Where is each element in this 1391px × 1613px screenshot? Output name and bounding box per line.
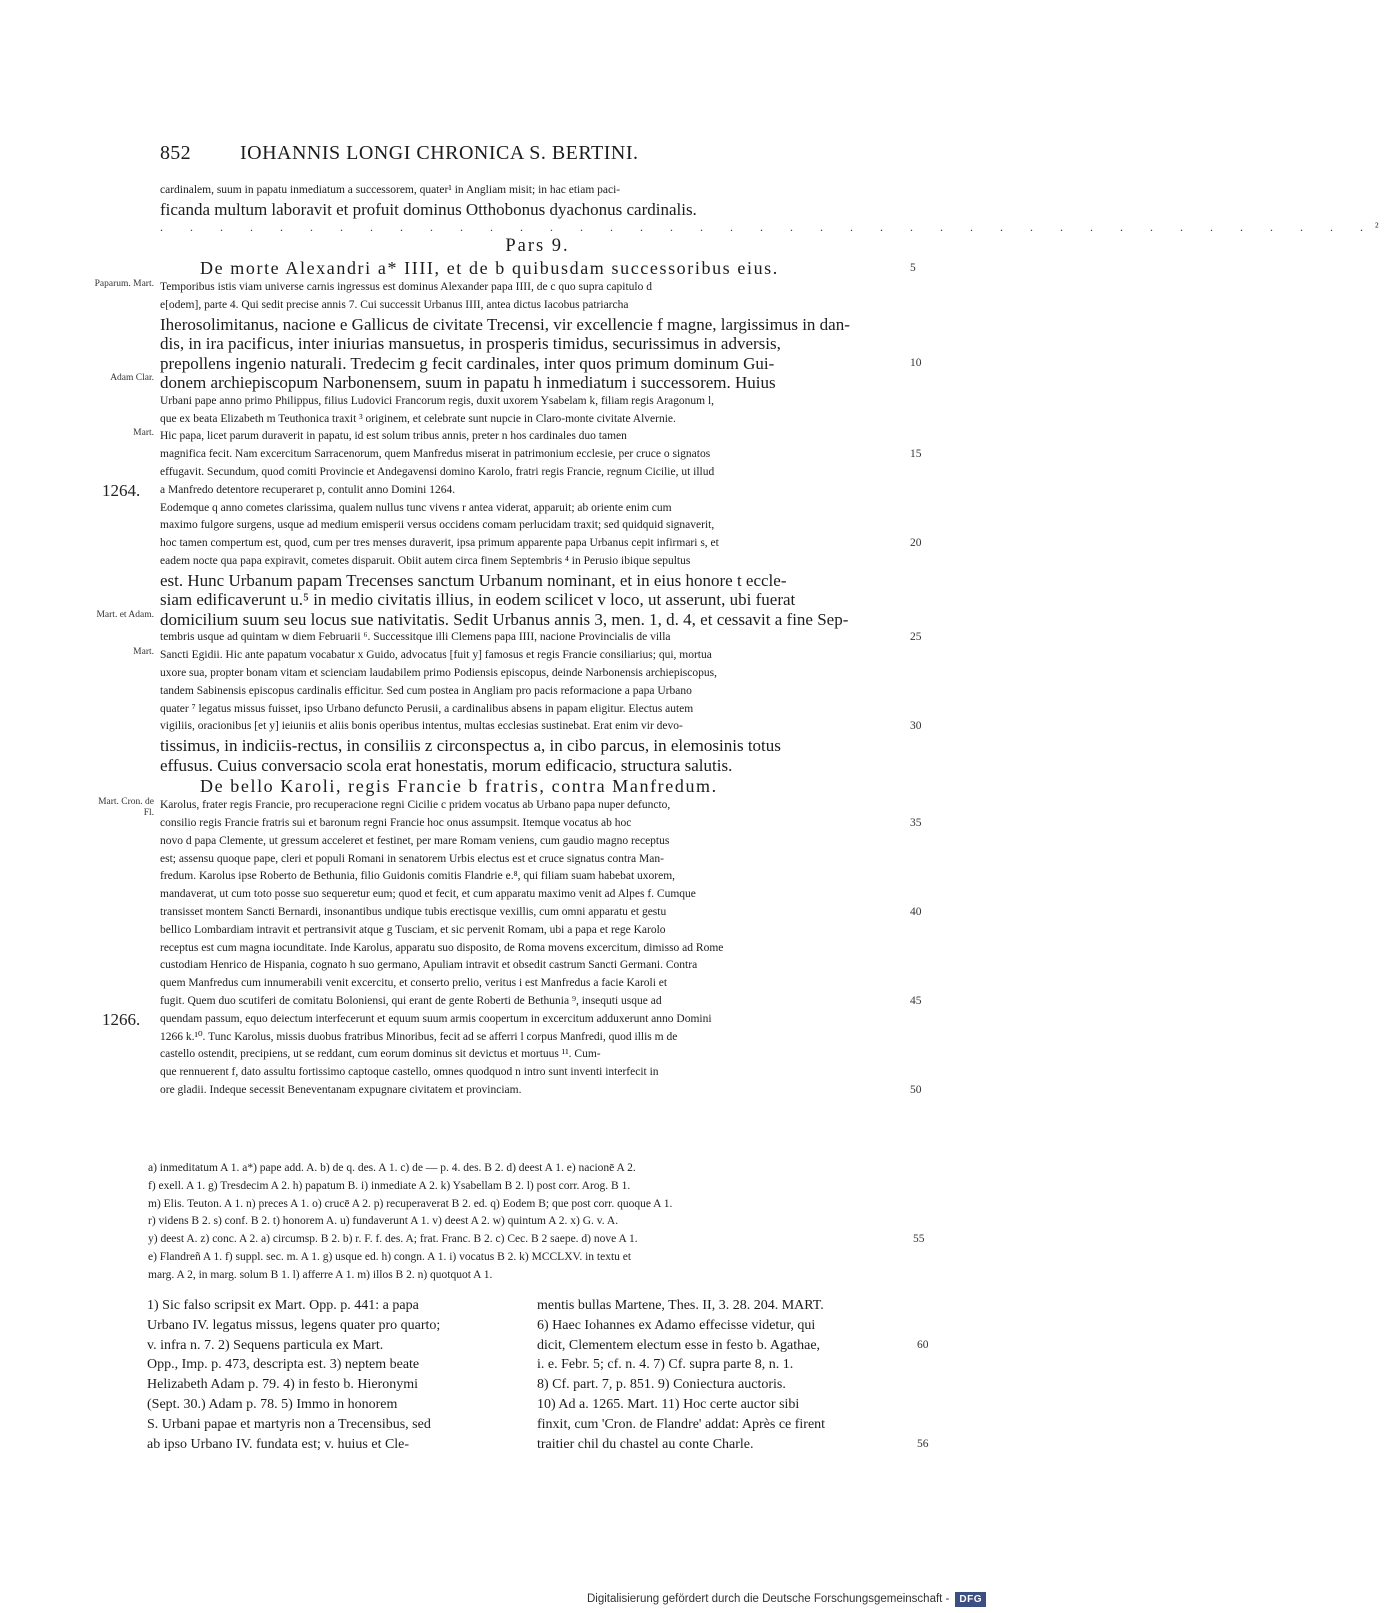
footnote-line: i. e. Febr. 5; cf. n. 4. 7) Cf. supra parte 8, n. 1. xyxy=(537,1357,794,1373)
text-line xyxy=(160,182,915,200)
margin-source-note: Paparum. Mart. xyxy=(94,279,154,290)
line-text: Urbani pape anno primo Philippus, filius Ludovici Francorum regis, duxit uxorem Ysabelam k, filiam regis Aragonum l, xyxy=(160,394,715,407)
line-number: 35 xyxy=(910,816,922,829)
footnote-line: finxit, cum 'Cron. de Flandre' addat: Après ce firent xyxy=(537,1416,826,1432)
apparatus-line xyxy=(148,1267,918,1285)
line-number: 55 xyxy=(913,1233,925,1246)
footnotes-left-column xyxy=(147,1296,523,1454)
text-line xyxy=(160,353,922,374)
text-line xyxy=(160,297,915,315)
page-header xyxy=(160,142,920,165)
line-text: Temporibus istis viam universe carnis ingressus est dominus Alexander papa IIII, de c quo supra capitulo d xyxy=(160,281,652,294)
footnotes xyxy=(147,1296,929,1454)
line-text: fredum. Karolus ipse Roberto de Bethunia, filio Guidonis comitis Flandrie e.⁸, qui filiam suam habebat uxorem, xyxy=(160,870,676,883)
footnote-line: ab ipso Urbano IV. fundata est; v. huius et Cle- xyxy=(147,1436,410,1452)
line-text: tissimus, in indiciis-rectus, in consiliis z circonspectus a, in cibo parcus, in elemosinis totus xyxy=(160,736,781,756)
line-text: e[odem], parte 4. Qui sedit precise annis 7. Cui successit Urbanus IIII, antea dictus Iacobus patriarcha xyxy=(160,299,629,312)
apparatus-line xyxy=(148,1249,918,1267)
line-text: Sancti Egidii. Hic ante papatum vocabatur x Guido, advocatus [fuit y] famosus et regis Francie consiliarius; qui, mortua xyxy=(160,649,712,662)
text-line xyxy=(160,464,915,482)
text-line xyxy=(160,1082,922,1100)
line-text: Iherosolimitanus, nacione e Gallicus de civitate Trecensi, vir excellencie f magne, largissimus in dan- xyxy=(160,314,850,334)
line-text: Pars 9. xyxy=(505,236,570,257)
text-line xyxy=(160,334,915,354)
line-text: novo d papa Clemente, ut gressum acceleret et festinet, per mare Romam veniens, cum gaudio magno receptus xyxy=(160,834,670,847)
apparatus-line xyxy=(148,1196,918,1214)
margin-source-note: Mart. xyxy=(133,647,154,658)
text-line xyxy=(160,629,922,647)
margin-source-note: Mart. Cron. de Fl. xyxy=(98,797,154,819)
line-text: De bello Karoli, regis Francie b fratris, contra Manfredum. xyxy=(200,776,718,797)
footnote-line: dicit, Clementem electum esse in festo b. Agathae, xyxy=(537,1337,821,1353)
footer-strip xyxy=(0,1585,1000,1613)
running-title: IOHANNIS LONGI CHRONICA S. BERTINI. xyxy=(240,142,639,164)
apparatus-line xyxy=(148,1231,925,1249)
line-text: dis, in ira pacificus, inter iniurias mansuetus, in prosperis timidus, securissimus in adversis, xyxy=(160,334,781,354)
footnote-line: S. Urbani papae et martyris non a Trecensibus, sed xyxy=(147,1416,431,1432)
text-line xyxy=(160,886,915,904)
text-line xyxy=(98,797,915,819)
line-number: 20 xyxy=(910,537,922,550)
line-text: uxore sua, propter bonam vitam et scienciam laudabilem primo Podiensis episcopus, deinde Narbonensis archiepiscopus, xyxy=(160,666,717,679)
line-text: mandaverat, ut cum toto posse suo sequeretur eum; quod et fecit, et cum apparatu maximo venit ad Alpes f. Cumque xyxy=(160,888,696,901)
footnote-line: Urbano IV. legatus missus, legens quater pro quarto; xyxy=(147,1317,441,1333)
text-line xyxy=(160,851,915,869)
text-line xyxy=(160,833,915,851)
line-number: 5 xyxy=(910,262,918,275)
footnote-line: 6) Haec Iohannes ex Adamo effecisse videtur, qui xyxy=(537,1317,816,1333)
line-text: tandem Sabinensis episcopus cardinalis efficitur. Sed cum postea in Angliam pro pacis reformacione a papa Urbano xyxy=(160,684,692,697)
page-number: 852 xyxy=(160,142,191,164)
line-number: 60 xyxy=(917,1339,929,1351)
line-text: tembris usque ad quintam w diem Februarii ⁶. Successitque illi Clemens papa IIII, nacione Provincialis de villa xyxy=(160,631,671,644)
line-text: Hic papa, licet parum duraverit in papatu, id est solum tribus annis, preter n hos cardinales duo tamen xyxy=(160,430,627,443)
text-line xyxy=(160,1029,915,1047)
margin-source-note: Mart. et Adam. xyxy=(96,609,154,620)
line-text: a Manfredo detentore recuperaret p, contulit anno Domini 1264. xyxy=(160,483,456,496)
line-text: donem archiepiscopum Narbonensem, suum in papatu h inmediatum i successorem. Huius xyxy=(160,373,776,393)
apparatus-text: e) Flandreñ A 1. f) suppl. sec. m. A 1. g) usque ed. h) congn. A 1. i) vocatus B 2. k) MCCLXV. in textu et xyxy=(148,1250,632,1263)
line-text: castello ostendit, precipiens, ut se reddant, cum eorum dominus sit devictus et mortuus ¹¹. Cum- xyxy=(160,1048,601,1061)
line-number: 56 xyxy=(917,1438,929,1450)
footnote-line: mentis bullas Martene, Thes. II, 3. 28. 204. MART. xyxy=(537,1298,824,1313)
text-line xyxy=(160,315,915,335)
apparatus-text: a) inmeditatum A 1. a*) pape add. A. b) de q. des. A 1. c) de — p. 4. des. B 2. d) deest A 1. e) nacionē A 2. xyxy=(148,1162,636,1174)
margin-source-note: Mart. xyxy=(133,428,154,439)
line-number: 50 xyxy=(910,1083,922,1096)
line-text: eadem nocte qua papa expiravit, cometes disparuit. Obiit autem circa finem Septembris ⁴ in Perusio ibique sepultus xyxy=(160,555,691,568)
line-text: fugit. Quem duo scutiferi de comitatu Boloniensi, qui erant de gente Roberti de Bethunia ⁹, insequti usque ad xyxy=(160,994,662,1007)
margin-year: 1266. xyxy=(102,1009,141,1029)
text-line xyxy=(160,571,915,591)
text-line xyxy=(160,1064,915,1082)
text-line xyxy=(160,393,915,411)
text-line xyxy=(102,1009,915,1029)
text-line xyxy=(160,957,915,975)
text-line xyxy=(110,373,915,393)
text-line xyxy=(160,718,922,736)
line-text: effusus. Cuius conversacio scola erat honestatis, morum edificacio, structura salutis. xyxy=(160,755,733,775)
line-text: ficanda multum laboravit et profuit dominus Otthobonus dyachonus cardinalis. xyxy=(160,199,697,219)
line-text: siam edificaverunt u.⁵ in medio civitatis illius, in eodem scilicet v loco, ut asserunt, ubi fuerat xyxy=(160,590,796,610)
text-line xyxy=(133,428,915,446)
footnote-line: 8) Cf. part. 7, p. 851. 9) Coniectura auctoris. xyxy=(537,1377,786,1393)
line-text: cardinalem, suum in papatu inmediatum a successorem, quater¹ in Angliam misit; in hac etiam paci- xyxy=(160,184,621,196)
footnote-line: Helizabeth Adam p. 79. 4) in festo b. Hieronymi xyxy=(147,1377,418,1393)
line-text: est; assensu quoque pape, cleri et populi Romani in senatorem Urbis electus est et cruce signatus contra Man- xyxy=(160,852,664,865)
margin-source-note: Adam Clar. xyxy=(110,373,154,384)
line-text: bellico Lombardiam intravit et pertransivit atque g Tusciam, et sic pervenit Romam, ubi a papa et rege Karolo xyxy=(160,923,666,936)
critical-apparatus xyxy=(148,1160,925,1285)
text-line xyxy=(160,517,915,535)
line-text: De morte Alexandri a* IIII, et de b quibusdam successoribus eius. xyxy=(200,258,779,279)
line-text: receptus est cum magna iocunditate. Inde Karolus, apparatu suo disposito, de Roma movens excercitum, dimisso ad Rome xyxy=(160,941,724,954)
line-text: hoc tamen compertum est, quod, cum per tres menses duraverit, ipsa primum apparente papa Urbanus cepit infirmari s, et xyxy=(160,537,719,550)
text-line xyxy=(160,736,915,756)
line-text: maximo fulgore surgens, usque ad medium emisperii versus occidens comam perlucidam traxit; sed quidquid signaverit, xyxy=(160,519,715,532)
text-line xyxy=(160,411,915,429)
line-text: effugavit. Secundum, quod comiti Provincie et Andegavensi domino Karolo, fratri regis Francie, regnum Cicilie, ut illud xyxy=(160,466,715,479)
text-line xyxy=(160,665,915,683)
line-text: custodiam Henrico de Hispania, cognato h suo germano, Apuliam intravit et obsedit castrum Sancti Germani. Contra xyxy=(160,959,698,972)
text-line xyxy=(160,235,915,257)
text-line xyxy=(160,200,915,220)
text-line xyxy=(160,590,915,610)
apparatus-text: marg. A 2, in marg. solum B 1. l) afferre A 1. m) illos B 2. n) quotquot A 1. xyxy=(148,1268,493,1281)
line-number: 15 xyxy=(910,448,922,461)
footer-credit: Digitalisierung gefördert durch die Deutsche Forschungsgemeinschaft - xyxy=(586,1593,950,1605)
line-text: vigiliis, oracionibus [et y] ieiuniis et aliis bonis operibus intentus, multas ecclesias sustinebat. Erat enim vir devo- xyxy=(160,720,683,733)
text-line xyxy=(160,975,915,993)
footnote-line: v. infra n. 7. 2) Sequens particula ex Mart. xyxy=(147,1337,384,1353)
line-number: 30 xyxy=(910,720,922,733)
line-number: 10 xyxy=(910,356,922,369)
text-line xyxy=(96,609,915,630)
footnotes-right-column xyxy=(537,1296,913,1454)
text-line xyxy=(160,535,922,553)
line-text: ore gladii. Indeque secessit Beneventanam expugnare civitatem et provinciam. xyxy=(160,1083,522,1096)
text-line xyxy=(160,904,922,922)
text-line xyxy=(160,815,922,833)
text-line xyxy=(102,480,915,500)
text-line xyxy=(160,775,915,797)
line-text: quendam passum, equo deiectum interfecerunt et equum suum armis coopertum in excercitum adduxerunt anno Domini xyxy=(160,1012,712,1025)
line-text: prepollens ingenio naturali. Tredecim g fecit cardinales, inter quos primum dominum Gui- xyxy=(160,353,775,373)
apparatus-text: f) exell. A 1. g) Tresdecim A 2. h) papatum B. i) inmediate A 2. k) Ysabellam B 2. l) post corr. Arog. B 1. xyxy=(148,1179,631,1192)
text-line xyxy=(160,1046,915,1064)
text-line xyxy=(160,500,915,518)
footnote-line: traitier chil du chastel au conte Charle. xyxy=(537,1436,754,1452)
line-text: 1266 k.¹⁰. Tunc Karolus, missis duobus fratribus Minoribus, fecit ad se afferri l corpus Manfredi, quod illis m de xyxy=(160,1030,678,1043)
dfg-logo: DFG xyxy=(955,1592,986,1607)
text-line xyxy=(160,683,915,701)
main-text xyxy=(94,182,1391,1100)
line-text: quater ⁷ legatus missus fuisset, ipso Urbano defuncto Perusii, a cardinalibus absens in papam eligitur. Electus autem xyxy=(160,702,694,715)
line-number: 25 xyxy=(910,631,922,644)
apparatus-text: r) videns B 2. s) conf. B 2. t) honorem A. u) fundaverunt A 1. v) deest A 2. w) quintum A 2. x) G. v. A. xyxy=(148,1215,619,1228)
text-line xyxy=(160,940,915,958)
line-text: transisset montem Sancti Bernardi, insonantibus undique tubis erectisque vexillis, cum omni apparatu et gestu xyxy=(160,905,667,918)
apparatus-text: m) Elis. Teuton. A 1. n) preces A 1. o) crucē A 2. p) recuperaverat B 2. ed. q) Eodem B; que post corr. quoque A 1. xyxy=(148,1197,673,1210)
margin-year: 1264. xyxy=(102,480,141,500)
text-line xyxy=(133,647,915,665)
line-text: Eodemque q anno cometes clarissima, qualem nullus tunc vivens r antea viderat, apparuit; ab oriente enim cum xyxy=(160,501,672,514)
apparatus-line xyxy=(148,1160,918,1178)
line-number: 45 xyxy=(910,994,922,1007)
text-line xyxy=(160,257,918,279)
line-text: magnifica fecit. Nam excercitum Sarracenorum, quem Manfredus miserat in patrimonium ecclesie, per cruce o signatos xyxy=(160,448,711,461)
line-number: 40 xyxy=(910,905,922,918)
text-line xyxy=(160,701,915,719)
text-line xyxy=(160,446,922,464)
footnote-line: (Sept. 30.) Adam p. 78. 5) Immo in honorem xyxy=(147,1396,398,1412)
line-text: est. Hunc Urbanum papam Trecenses sanctum Urbanum nominant, et in eius honore t eccle- xyxy=(160,570,787,590)
apparatus-line xyxy=(148,1178,918,1196)
text-line xyxy=(160,756,915,776)
apparatus-line xyxy=(148,1213,918,1231)
line-text: consilio regis Francie fratris sui et baronum regni Francie hoc onus assumpsit. Itemque vocatus ab hoc xyxy=(160,816,632,829)
line-text: que rennuerent f, dato assultu fortissimo captoque castello, omnes quodquod n intro sunt inventi interfecit in xyxy=(160,1066,659,1079)
footnote-line: 10) Ad a. 1265. Mart. 11) Hoc certe auctor sibi xyxy=(537,1396,800,1412)
line-text: domicilium suum seu locus sue nativitatis. Sedit Urbanus annis 3, men. 1, d. 4, et cessavit a fine Sep- xyxy=(160,609,849,629)
footnote-line: Opp., Imp. p. 473, descripta est. 3) neptem beate xyxy=(147,1357,420,1373)
text-line xyxy=(160,553,915,571)
apparatus-text: y) deest A. z) conc. A 2. a) circumsp. B 2. b) r. F. f. des. A; frat. Franc. B 2. c) Cec. B 2 saepe. d) nove A 1. xyxy=(148,1233,638,1246)
line-text: que ex beata Elizabeth m Teuthonica traxit ³ originem, et celebrate sunt nupcie in Claro-monte civitate Alvernie. xyxy=(160,412,676,425)
line-text: Karolus, frater regis Francie, pro recuperacione regni Cicilie c pridem vocatus ab Urbano papa nuper defuncto, xyxy=(160,799,671,812)
text-line xyxy=(160,922,915,940)
text-line xyxy=(160,868,915,886)
line-text: . . . . . . . . . . . . . . . . . . . . . . . . . . . . . . . . . . . . . . . . .² xyxy=(160,220,1391,235)
footnote-line: 1) Sic falso scripsit ex Mart. Opp. p. 441: a papa xyxy=(147,1298,419,1313)
text-line xyxy=(94,279,915,297)
text-line xyxy=(160,993,922,1011)
text-line xyxy=(160,219,1391,235)
line-text: quem Manfredus cum innumerabili venit excercitu, et conserto prelio, veritus i est Manfredus a facie Karoli et xyxy=(160,977,668,990)
